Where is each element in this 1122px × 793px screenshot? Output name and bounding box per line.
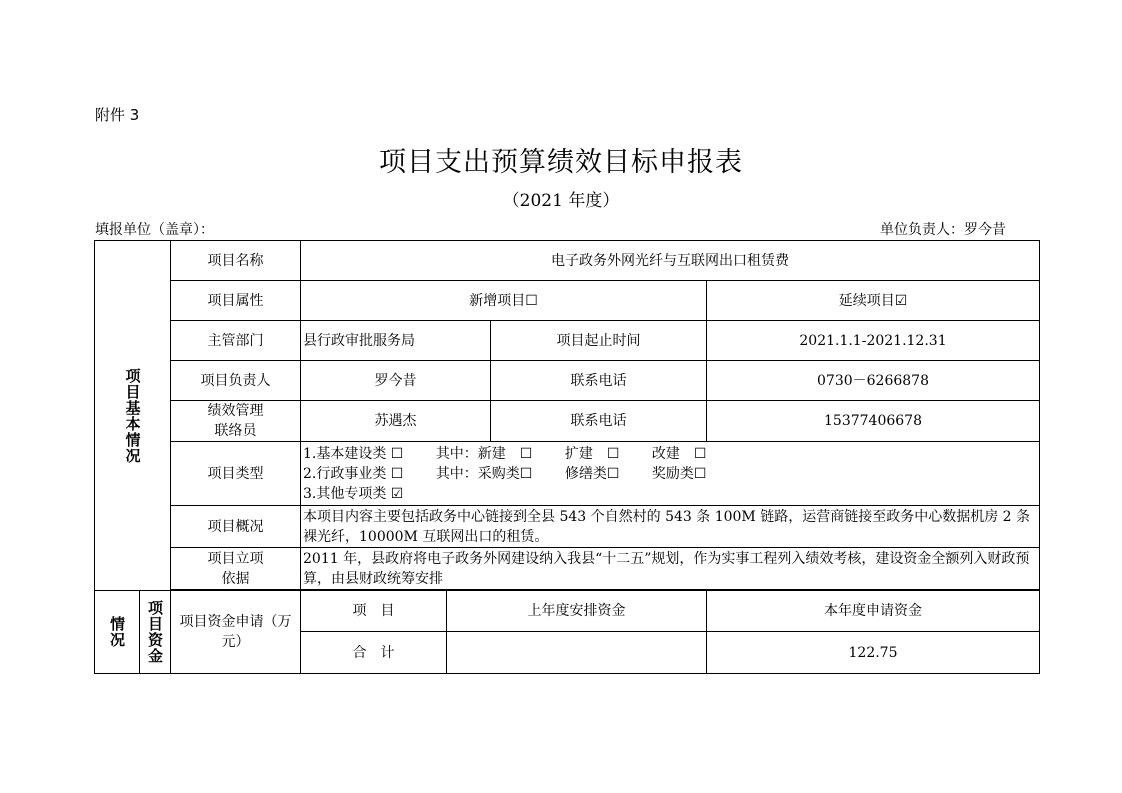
- attr-new-checkbox[interactable]: 新增项目☐: [301, 281, 707, 321]
- fund-total-label: 合 计: [301, 632, 447, 674]
- leader-label: 项目负责人: [171, 361, 301, 401]
- dept-label: 主管部门: [171, 321, 301, 361]
- project-type-options: [301, 442, 1040, 506]
- period-label: 项目起止时间: [491, 321, 707, 361]
- row-overview: [95, 506, 1040, 548]
- type-rebuild[interactable]: 改建 ☐: [651, 445, 707, 462]
- type-purchase[interactable]: 其中：采购类☐: [435, 465, 533, 482]
- basis-label: 项目立项 依据: [171, 548, 301, 590]
- type-admin[interactable]: 2.行政事业类 ☐: [303, 465, 404, 482]
- leader-phone-label: 联系电话: [491, 361, 707, 401]
- attr-continue-checkbox[interactable]: 延续项目☑: [707, 281, 1040, 321]
- project-name-value: 电子政务外网光纤与互联网出口租赁费: [301, 241, 1040, 281]
- row-fund-header: [95, 591, 1040, 632]
- section-fund-a: 项目资金: [140, 591, 171, 674]
- row-project-attr: [95, 281, 1040, 321]
- type-expand[interactable]: 扩建 ☐: [564, 445, 620, 462]
- overview-value: 本项目内容主要包括政务中心链接到全县 543 个自然村的 543 条 100M 链路，运营商链接至政务中心数据机房 2 条裸光纤，10000M 互联网出口的租赁。: [301, 506, 1040, 548]
- period-value: 2021.1.1-2021.12.31: [707, 321, 1040, 361]
- annex-label: 附件 3: [95, 106, 140, 124]
- leader-phone-value: 0730－6266878: [707, 361, 1040, 401]
- row-leader: [95, 361, 1040, 401]
- fund-total-last-year: [447, 632, 707, 674]
- project-type-label: 项目类型: [171, 442, 301, 506]
- row-project-type: [95, 442, 1040, 506]
- overview-label: 项目概况: [171, 506, 301, 548]
- budget-form-table: [94, 240, 1040, 674]
- row-dept: [95, 321, 1040, 361]
- type-basic-construction[interactable]: 1.基本建设类 ☐: [303, 445, 404, 462]
- contact-phone-label: 联系电话: [491, 401, 707, 442]
- section-fund-b: 情况: [95, 591, 140, 674]
- section-basic-info: 项目基本情况: [95, 241, 171, 591]
- fund-item-header: 项 目: [301, 591, 447, 632]
- basis-value: 2011 年，县政府将电子政务外网建设纳入我县“十二五”规划，作为实事工程列入绩效考核，建设资金全额列入财政预算，由县财政统筹安排: [301, 548, 1040, 590]
- type-new-build[interactable]: 其中：新建 ☐: [435, 445, 533, 462]
- page-title: 项目支出预算绩效目标申报表: [379, 147, 743, 178]
- year-subtitle: （2021 年度）: [502, 191, 620, 211]
- contact-value: 苏遇杰: [301, 401, 491, 442]
- unit-head-label: 单位负责人：罗今昔: [880, 222, 1006, 238]
- row-contact: [95, 401, 1040, 442]
- leader-value: 罗今昔: [301, 361, 491, 401]
- reporting-unit-label: 填报单位（盖章）：: [95, 222, 214, 238]
- fund-request-label: 项目资金申请（万元）: [171, 591, 301, 674]
- type-reward[interactable]: 奖励类☐: [651, 465, 707, 482]
- fund-last-year-header: 上年度安排资金: [447, 591, 707, 632]
- fund-this-year-header: 本年度申请资金: [707, 591, 1040, 632]
- contact-label: 绩效管理 联络员: [171, 401, 301, 442]
- dept-value: 县行政审批服务局: [301, 321, 491, 361]
- row-project-name: [95, 241, 1040, 281]
- row-basis: [95, 548, 1040, 590]
- contact-phone-value: 15377406678: [707, 401, 1040, 442]
- fund-total-this-year: 122.75: [707, 632, 1040, 674]
- type-other-special[interactable]: 3.其他专项类 ☑: [303, 485, 404, 502]
- project-attr-label: 项目属性: [171, 281, 301, 321]
- project-name-label: 项目名称: [171, 241, 301, 281]
- type-repair[interactable]: 修缮类☐: [564, 465, 620, 482]
